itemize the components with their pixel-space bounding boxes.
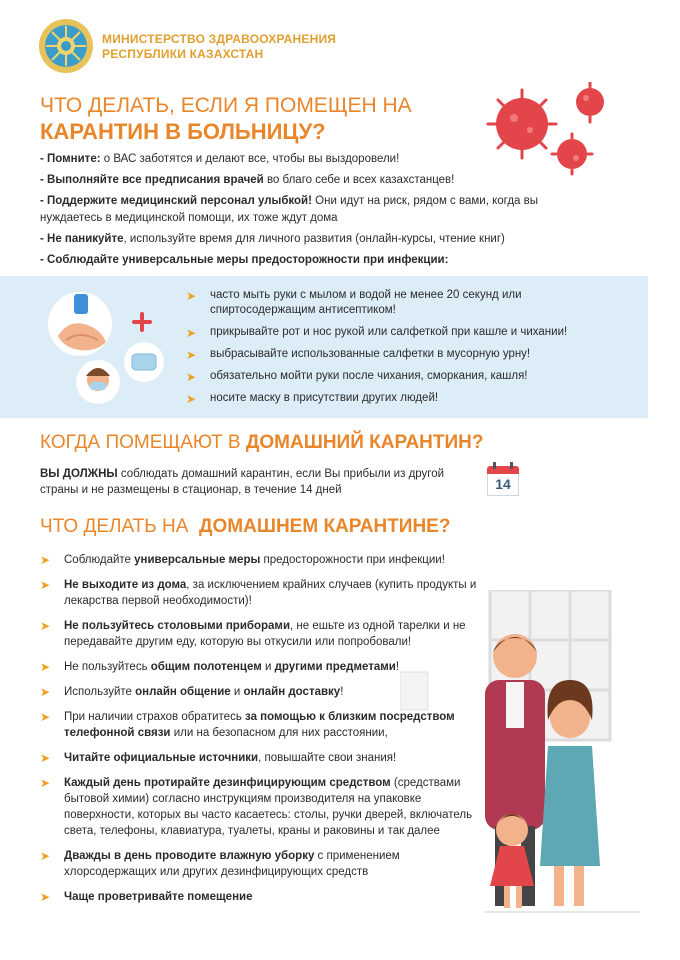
list-item: ➤ Читайте официальные источники, повышайте свои знания! [40, 751, 397, 765]
arrow-icon: ➤ [186, 370, 197, 384]
handwashing-illustration-icon [40, 288, 180, 408]
precaution-item: ➤ выбрасывайте использованные салфетки в мусорную урну! [186, 348, 531, 362]
arrow-icon: ➤ [40, 776, 51, 790]
home-quarantine-list [40, 552, 490, 905]
list-item: ➤ Не выходите из дома, за исключением крайних случаев (купить продукты и лекарства первой необходимости)! [40, 578, 477, 607]
arrow-icon: ➤ [40, 751, 51, 765]
section1-item: - Выполняйте все предписания врачей во благо себе и всех казахстанцев! [40, 174, 455, 186]
ministry-line1: МИНИСТЕРСТВО ЗДРАВООХРАНЕНИЯ [102, 32, 337, 46]
section1-title: ЧТО ДЕЛАТЬ, ЕСЛИ Я ПОМЕЩЕН НА КАРАНТИН В БОЛЬНИЦУ? [40, 94, 412, 144]
list-item: ➤ Не пользуйтесь столовыми приборами, не ешьте из одной тарелки и не передавайте другим еду, которую вы откусили или попробовали! [40, 619, 466, 648]
precautions-list [186, 288, 626, 413]
list-item: ➤ Не пользуйтесь общим полотенцем и другими предметами! [40, 660, 400, 674]
arrow-icon: ➤ [186, 326, 197, 340]
calendar-icon [487, 462, 519, 496]
section2-paragraph: ВЫ ДОЛЖНЫ соблюдать домашний карантин, если Вы прибыли из другой страны и не размещены в стационар, в течение 14 дней [40, 468, 445, 496]
section1-item: - Поддержите медицинский персонал улыбкой! Они идут на риск, рядом с вами, когда вы нуждаетесь в медицинской помощи, их тоже ждут дома [40, 195, 538, 224]
list-item: ➤ Каждый день протирайте дезинфицирующим средством (средствами бытовой химии) согласно инструкциям производителя на упаковке поверхности, которых вы часто касаетесь: столы, ручки дверей, включатель света, телефоны, клавиатура, туалеты, краны и раковины и так далее [40, 776, 473, 837]
arrow-icon: ➤ [40, 578, 51, 592]
section1-item: - Помните: о ВАС заботятся и делают все, чтобы вы выздоровели! [40, 153, 400, 165]
list-item: ➤ Дважды в день проводите влажную уборку с применением хлорсодержащих или других дезинфицирующих средств [40, 849, 400, 878]
arrow-icon: ➤ [40, 553, 51, 567]
section1-item: - Не паникуйте, используйте время для личного развития (онлайн-курсы, чтение книг) [40, 233, 505, 245]
arrow-icon: ➤ [40, 849, 51, 863]
precaution-item: ➤ обязательно мойти руки после чихания, сморкания, кашля! [186, 370, 528, 384]
arrow-icon: ➤ [40, 710, 51, 724]
arrow-icon: ➤ [40, 619, 51, 633]
precaution-item: ➤ носите маску в присутствии других людей! [186, 392, 439, 406]
precaution-item: ➤ часто мыть руки с мылом и водой не менее 20 секунд или спиртосодержащим антисептиком! [186, 289, 522, 316]
list-item: ➤ При наличии страхов обратитесь за помощью к близким посредством телефонной связи или на безопасном для них расстоянии, [40, 710, 455, 739]
ministry-name [102, 32, 336, 62]
list-item: ➤ Используйте онлайн общение и онлайн доставку! [40, 685, 344, 699]
arrow-icon: ➤ [186, 392, 197, 406]
ministry-line2: РЕСПУБЛИКИ КАЗАХСТАН [102, 47, 264, 61]
section1-item: - Соблюдайте универсальные меры предосторожности при инфекции: [40, 254, 449, 266]
arrow-icon: ➤ [186, 289, 197, 303]
arrow-icon: ➤ [40, 890, 51, 904]
list-item: ➤ Чаще проветривайте помещение [40, 890, 253, 904]
precaution-item: ➤ прикрывайте рот и нос рукой или салфеткой при кашле и чихании! [186, 326, 568, 340]
calendar-number: 14 [487, 474, 519, 496]
arrow-icon: ➤ [40, 685, 51, 699]
arrow-icon: ➤ [186, 348, 197, 362]
section3-title: ЧТО ДЕЛАТЬ НА ДОМАШНЕМ КАРАНТИНЕ? [40, 516, 451, 537]
section2-title: КОГДА ПОМЕЩАЮТ В ДОМАШНИЙ КАРАНТИН? [40, 432, 484, 453]
list-item: ➤ Соблюдайте универсальные меры предосторожности при инфекции! [40, 553, 445, 567]
arrow-icon: ➤ [40, 660, 51, 674]
kazakhstan-emblem-icon [38, 18, 94, 74]
